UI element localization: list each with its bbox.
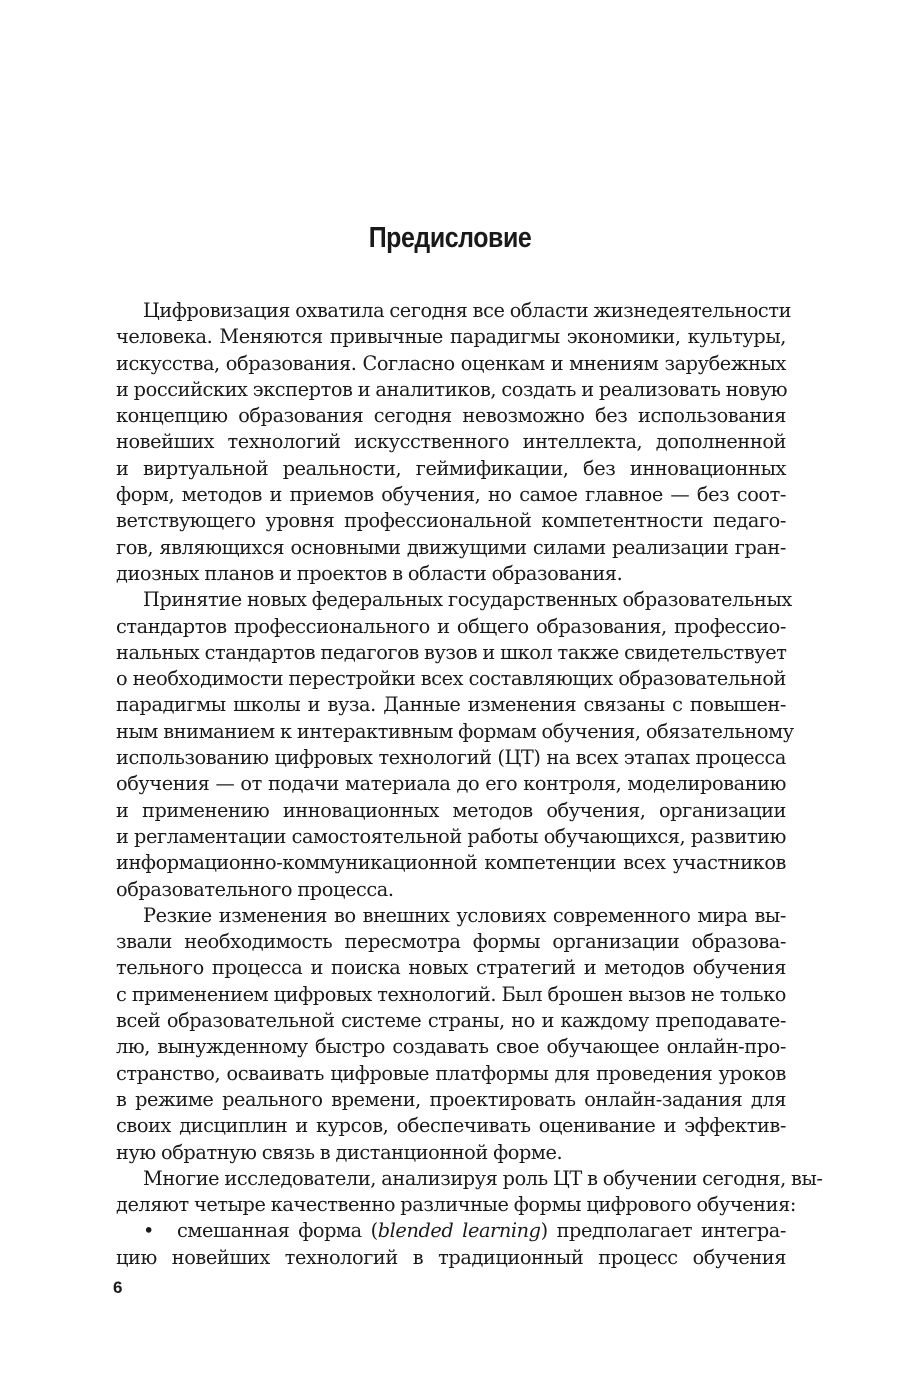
text-line: и регламентации самостоятельной работы обучающихся, развитию [116, 824, 786, 848]
text-line: своих дисциплин и курсов, обеспечивать оценивание и эффектив- [116, 1114, 786, 1138]
text-line: стандартов профессионального и общего образования, профессио- [116, 614, 786, 638]
bullet-item [116, 1218, 786, 1244]
text-line: нальных стандартов педагогов вузов и школ также свидетельствует [116, 640, 787, 664]
text-line: новейших технологий искусственного интеллекта, дополненной [116, 430, 786, 454]
text-line: тельного процесса и поиска новых стратегий и методов обучения [116, 956, 786, 980]
text-line: образовательного процесса. [116, 877, 394, 901]
text-line: звали необходимость пересмотра формы организации образова- [116, 930, 786, 954]
text-line: искусства, образования. Согласно оценкам и мнениям зарубежных [116, 351, 786, 375]
text-line: обучения — от подачи материала до его контроля, моделированию [116, 772, 786, 796]
bullet-text: смешанная форма ( [177, 1219, 378, 1243]
text-line: и российских экспертов и аналитиков, создать и реализовать новую [116, 377, 788, 401]
text-line: Принятие новых федеральных государственных образовательных [143, 588, 792, 612]
text-line: и применению инновационных методов обучения, организации [116, 798, 786, 822]
page-number: 6 [113, 1278, 123, 1297]
page-title: Предисловие [368, 222, 532, 254]
text-line: форм, методов и приемов обучения, но самое главное — без соот- [116, 483, 786, 507]
text-line: ветствующего уровня профессиональной компетентности педаго- [116, 509, 786, 533]
text-line: с применением цифровых технологий. Был брошен вызов не только [116, 982, 786, 1006]
text-line: ным вниманием к интерактивным формам обучения, обязательному [116, 719, 794, 743]
text-line: ную обратную связь в дистанционной форме. [116, 1140, 563, 1164]
text-line: человека. Меняются привычные парадигмы экономики, культуры, [116, 325, 786, 349]
text-line: цию новейших технологий в традиционный процесс обучения [116, 1245, 786, 1269]
text-line: диозных планов и проектов в области образования. [116, 561, 623, 585]
text-line: информационно-коммуникационной компетенции всех участников [116, 851, 786, 875]
text-line: всей образовательной системе страны, но и каждому преподавате- [116, 1009, 786, 1033]
bullet-mark: • [143, 1219, 154, 1243]
body-text [116, 298, 823, 1271]
text-line: странство, осваивать цифровые платформы для проведения уроков [116, 1061, 786, 1085]
text-line: в режиме реального времени, проектировать онлайн-задания для [116, 1087, 786, 1111]
text-line: Цифровизация охватила сегодня все области жизнедеятельности [143, 299, 792, 322]
text-line: гов, являющихся основными движущими силами реализации гран- [116, 535, 786, 559]
text-line: о необходимости перестройки всех составляющих образовательной [116, 667, 786, 691]
text-line: Резкие изменения во внешних условиях современного мира вы- [143, 903, 786, 927]
text-line: использованию цифровых технологий (ЦТ) на всех этапах процесса [116, 746, 786, 770]
text-line: и виртуальной реальности, геймификации, без инновационных [116, 456, 786, 480]
text-line: концепцию образования сегодня невозможно без использования [116, 404, 786, 428]
bullet-term: blended learning [377, 1219, 541, 1243]
text-line: парадигмы школы и вуза. Данные изменения связаны с повышен- [116, 693, 786, 717]
bullet-text: ) предполагает интегра- [540, 1219, 786, 1243]
text-line: деляют четыре качественно различные формы цифрового обучения: [116, 1193, 796, 1217]
text-line: Многие исследователи, анализируя роль ЦТ в обучении сегодня, вы- [143, 1166, 823, 1190]
text-line: лю, вынужденному быстро создавать свое обучающее онлайн-про- [116, 1035, 786, 1059]
